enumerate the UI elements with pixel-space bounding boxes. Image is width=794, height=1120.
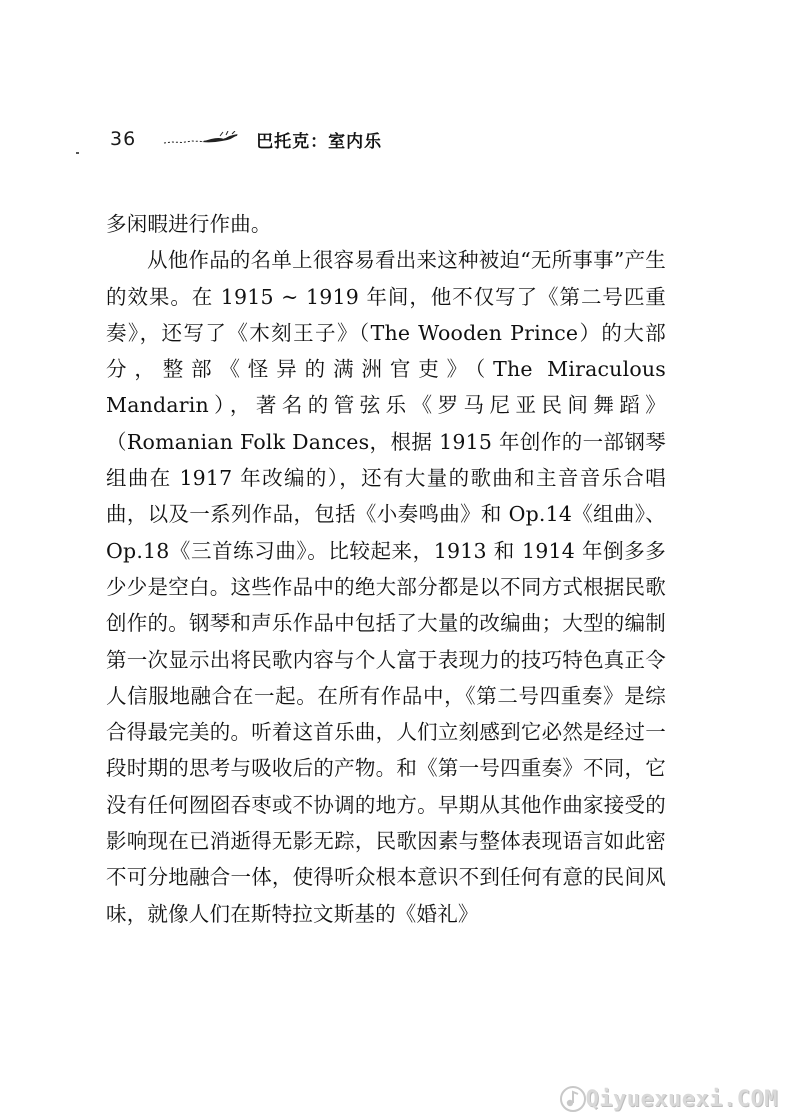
paragraph-main: 从他作品的名单上很容易看出来这种被迫“无所事事”产生的效果。在 1915 ~ 1919 年间，他不仅写了《第二号匹重奏》，还写了《木刻王子》（The Wooden Prince）的大部分，整部《怪异的满洲官吏》（The Miraculous Mandarin），著名的管弦乐《罗马尼亚民间舞蹈》（Romanian Folk Dances，根据 1915 年创作的一部钢琴组曲在 1917 年改编的），还有大量的歌曲和主音音乐合唱曲，以及一系列作品，包括《小奏鸣曲》和 Op.14《组曲》、Op.18《三首练习曲》。比较起来，1913 和 1914 年倒多多少少是空白。这些作品中的绝大部分都是以不同方式根据民歌创作的。钢琴和声乐作品中包括了大量的改编曲；大型的编制第一次显示出将民歌内容与个人富于表现力的技巧特色真正令人信服地融合在一起。在所有作品中，《第二号四重奏》是综合得最完美的。听着这首乐曲，人们立刻感到它必然是经过一段时期的思考与吸收后的产物。和《第一号四重奏》不同，它没有任何囫囵吞枣或不协调的地方。早期从其他作曲家接受的影响现在已消逝得无影无踪，民歌因素与整体表现语言如此密不可分地融合一体，使得听众根本意识不到任何有意的民间风味，就像人们在斯特拉文斯基的《婚礼》 bbox=[106, 248, 666, 926]
paragraph-continued: 多闲暇进行作曲。 bbox=[106, 212, 272, 236]
page-number: 36 bbox=[110, 128, 137, 150]
watermark-text: Qiyuexuexi.COM bbox=[585, 1086, 778, 1112]
watermark bbox=[560, 1084, 778, 1114]
music-note-logo-icon bbox=[560, 1086, 586, 1112]
feather-ornament-icon bbox=[162, 131, 242, 147]
running-title: 巴托克：室内乐 bbox=[256, 131, 383, 152]
margin-mark bbox=[76, 152, 79, 154]
page-header bbox=[110, 124, 382, 154]
body-text bbox=[106, 206, 666, 932]
